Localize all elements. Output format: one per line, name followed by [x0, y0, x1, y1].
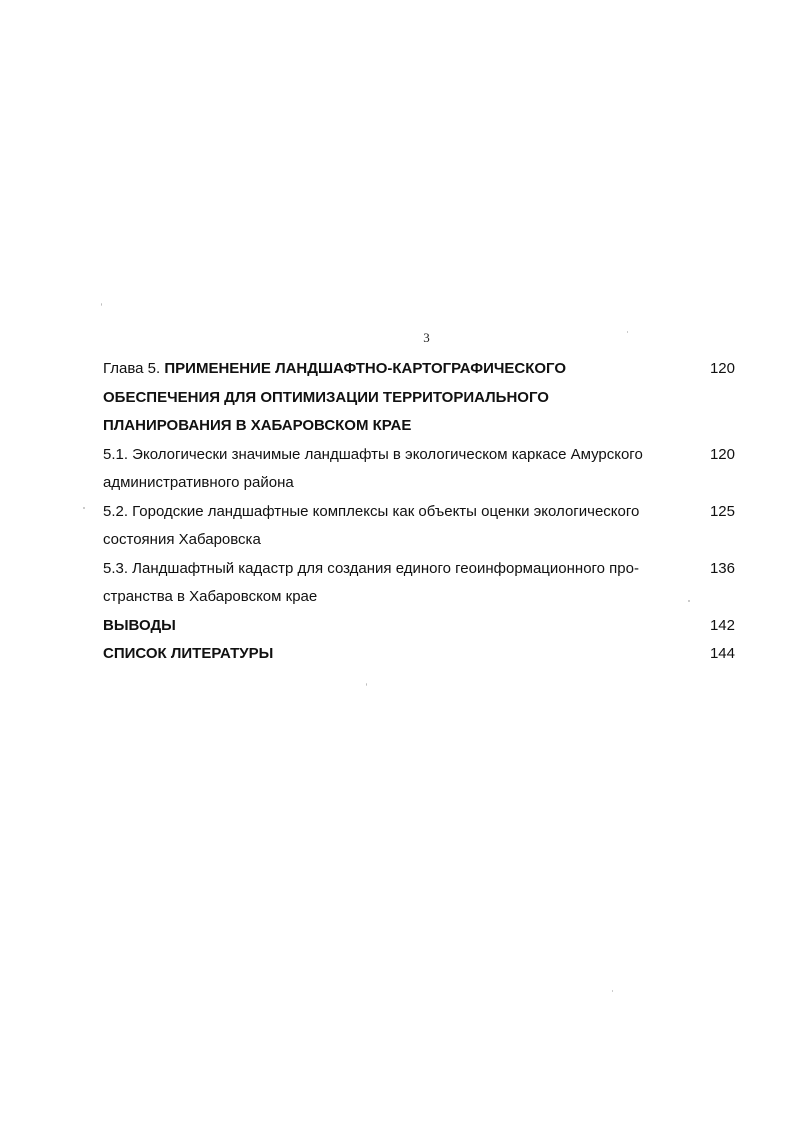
section-title-line-2: административного района: [103, 474, 294, 491]
toc-page-number: 136: [709, 559, 735, 577]
toc-page-number: 120: [709, 445, 735, 463]
toc-page-number: 125: [709, 502, 735, 520]
scan-speck: [83, 507, 85, 509]
toc-entry-chapter-5: [103, 355, 735, 441]
toc-page-number: 144: [709, 645, 735, 662]
toc-page-number: 120: [709, 360, 735, 377]
toc-entry-title: [103, 555, 683, 612]
scan-speck: [627, 331, 628, 333]
chapter-title-line-3: ПЛАНИРОВАНИЯ В ХАБАРОВСКОМ КРАЕ: [103, 417, 412, 434]
toc-entry-title: [103, 355, 683, 441]
scan-speck: [612, 990, 613, 992]
toc-entry-references: [103, 640, 735, 669]
scan-speck: [366, 683, 367, 686]
toc-entry-title: ВЫВОДЫ: [103, 616, 176, 634]
section-title-line-2: странства в Хабаровском крае: [103, 588, 318, 605]
page-number: 3: [423, 330, 430, 345]
toc-entry-conclusions: [103, 612, 735, 641]
chapter-prefix: Глава 5.: [103, 360, 165, 377]
toc-entry-title: СПИСОК ЛИТЕРАТУРЫ: [103, 645, 274, 662]
toc-entry-section-5-3: [103, 555, 735, 612]
toc-entry-title: [103, 498, 683, 555]
section-title-line-1: 5.2. Городские ландшафтные комплексы как объекты оценки экологического: [103, 502, 640, 520]
chapter-title-line-2: ОБЕСПЕЧЕНИЯ ДЛЯ ОПТИМИЗАЦИИ ТЕРРИТОРИАЛЬНОГО: [103, 388, 549, 406]
chapter-title-line-1: ПРИМЕНЕНИЕ ЛАНДШАФТНО-КАРТОГРАФИЧЕСКОГО: [164, 360, 567, 377]
section-title-line-2: состояния Хабаровска: [103, 531, 261, 548]
scan-speck: [101, 303, 102, 306]
scan-speck: [688, 600, 690, 602]
section-title-line-1: 5.1. Экологически значимые ландшафты в экологическом каркасе Амурского: [103, 445, 643, 463]
toc-entry-title: [103, 441, 683, 498]
section-title-line-1: 5.3. Ландшафтный кадастр для создания единого геоинформационного про-: [103, 559, 639, 577]
table-of-contents: [103, 355, 735, 669]
toc-page-number: 142: [709, 616, 735, 634]
toc-entry-section-5-1: [103, 441, 735, 498]
toc-entry-section-5-2: [103, 498, 735, 555]
